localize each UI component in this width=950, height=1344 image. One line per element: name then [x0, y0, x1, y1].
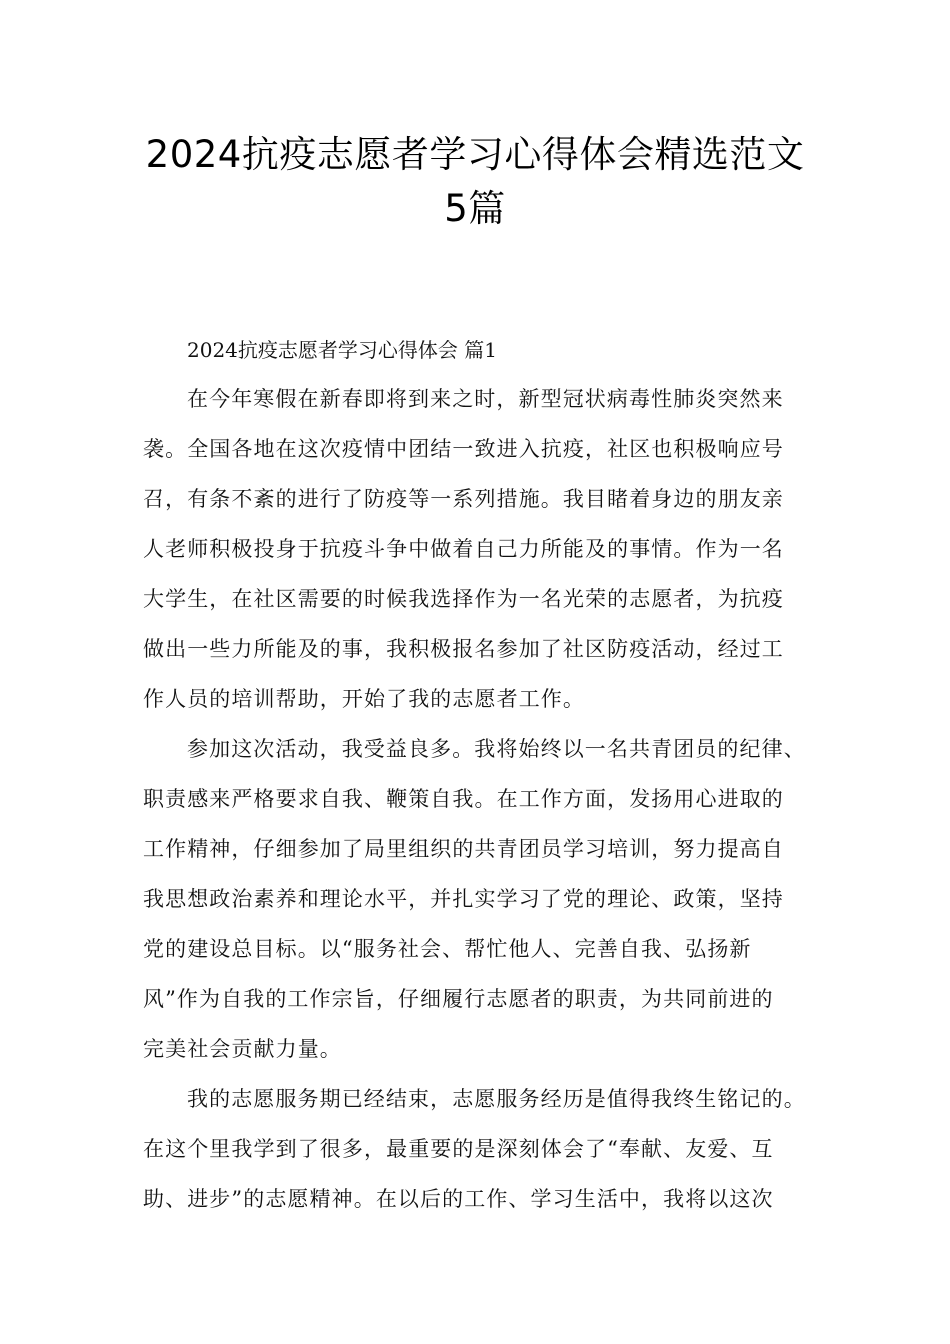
paragraph-line: 职责感来严格要求自我、鞭策自我。在工作方面，发扬用心进取的 [143, 787, 784, 811]
paragraph-line: 我思想政治素养和理论水平，并扎实学习了党的理论、政策，坚持 [143, 887, 784, 911]
paragraph-line: 我的志愿服务期已经结束，志愿服务经历是值得我终生铭记的。 [187, 1087, 806, 1111]
paragraph-line: 完美社会贡献力量。 [143, 1037, 342, 1061]
paragraph-line: 袭。全国各地在这次疫情中团结一致进入抗疫，社区也积极响应号 [143, 437, 784, 461]
title-line: 5篇 [444, 187, 506, 230]
title-line: 2024抗疫志愿者学习心得体会精选范文 [145, 133, 805, 176]
paragraph-line: 作人员的培训帮助，开始了我的志愿者工作。 [143, 687, 585, 711]
paragraph-3 [143, 1074, 810, 1224]
paragraph-line: 大学生，在社区需要的时候我选择作为一名光荣的志愿者，为抗疫 [143, 587, 784, 611]
section-heading: 2024抗疫志愿者学习心得体会 篇1 [187, 338, 497, 362]
paragraph-line: 工作精神，仔细参加了局里组织的共青团员学习培训，努力提高自 [143, 837, 784, 861]
paragraph-line: 做出一些力所能及的事，我积极报名参加了社区防疫活动，经过工 [143, 637, 784, 661]
paragraph-line: 助、进步”的志愿精神。在以后的工作、学习生活中，我将以这次 [143, 1187, 774, 1211]
paragraph-line: 在今年寒假在新春即将到来之时，新型冠状病毒性肺炎突然来 [187, 387, 784, 411]
paragraph-line: 党的建设总目标。以“服务社会、帮忙他人、完善自我、弘扬新 [143, 937, 752, 961]
paragraph-line: 风”作为自我的工作宗旨，仔细履行志愿者的职责，为共同前进的 [143, 987, 774, 1011]
document-body [143, 326, 810, 1224]
paragraph-line: 参加这次活动，我受益良多。我将始终以一名共青团员的纪律、 [187, 737, 806, 761]
paragraph-line: 在这个里我学到了很多，最重要的是深刻体会了“奉献、友爱、互 [143, 1137, 774, 1161]
paragraph-line: 召，有条不紊的进行了防疫等一系列措施。我目睹着身边的朋友亲 [143, 487, 784, 511]
paragraph-1 [143, 374, 810, 724]
paragraph-line: 人老师积极投身于抗疫斗争中做着自己力所能及的事情。作为一名 [143, 537, 784, 561]
paragraph-2 [143, 724, 810, 1074]
document-title [120, 128, 830, 236]
